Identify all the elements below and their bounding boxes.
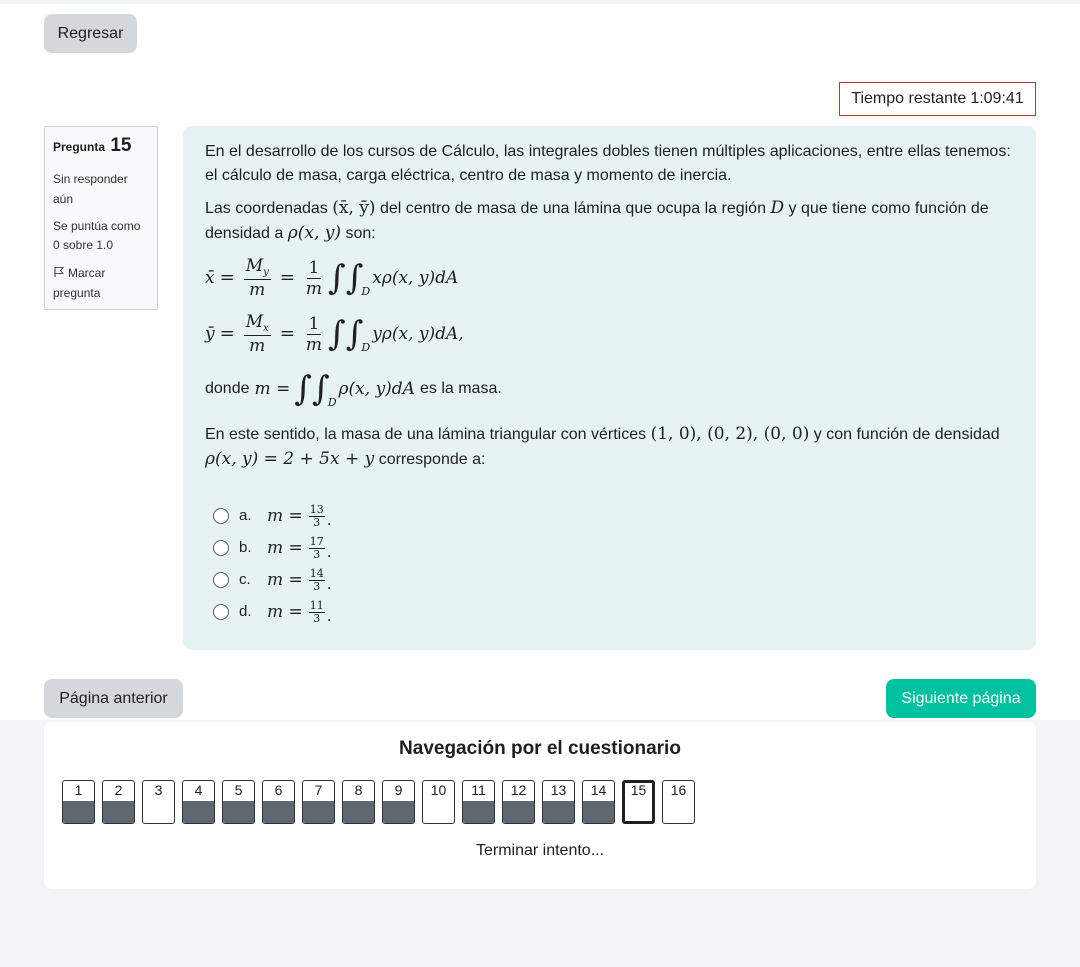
question-coordinates-text xyxy=(205,196,1025,246)
mass-definition xyxy=(205,364,502,414)
quiz-nav-button-label: 8 xyxy=(354,782,363,798)
option-numerator: 17 xyxy=(309,534,324,548)
answer-option-b[interactable]: b. m = $\frac{17}{3}$ . xyxy=(213,532,332,564)
question-number-value: 15 xyxy=(110,135,132,156)
eq1-fraction-one xyxy=(304,258,324,299)
sentido-text-c: corresponde a: xyxy=(378,451,486,468)
finish-attempt-link[interactable]: Terminar intento... xyxy=(475,842,605,859)
option-lhs: m = xyxy=(267,506,303,526)
quiz-navigation-title: Navegación por el cuestionario xyxy=(399,738,681,759)
answered-indicator xyxy=(263,801,294,823)
eq1-region: D xyxy=(361,285,371,298)
quiz-nav-button-label: 14 xyxy=(590,782,607,798)
radio-button[interactable] xyxy=(213,572,229,588)
question-body xyxy=(183,126,1036,650)
eq2-lhs: ȳ xyxy=(205,324,215,344)
donde-integrand: ρ(x, y)dA xyxy=(338,379,415,399)
answered-indicator xyxy=(303,801,334,823)
answered-indicator xyxy=(183,801,214,823)
quiz-nav-button-label: 12 xyxy=(510,782,527,798)
eq1-fraction-moment xyxy=(244,256,271,300)
quiz-nav-button-label: 6 xyxy=(274,782,283,798)
coords-text-a: Las coordenadas xyxy=(205,200,328,217)
quiz-nav-button-5[interactable] xyxy=(222,780,255,824)
option-fraction xyxy=(309,568,325,593)
sentido-text-a: En este sentido, la masa de una lámina triangular con vértices xyxy=(205,426,647,443)
option-lhs: m = xyxy=(267,570,303,590)
quiz-navigation-grid xyxy=(62,780,695,824)
quiz-nav-button-6[interactable] xyxy=(262,780,295,824)
option-fraction xyxy=(309,504,325,529)
option-numerator: 11 xyxy=(309,598,324,612)
quiz-nav-button-label: 4 xyxy=(194,782,203,798)
sentido-vertices: (1, 0), (0, 2), (0, 0) xyxy=(650,424,810,444)
quiz-nav-button-label: 2 xyxy=(114,782,123,798)
quiz-nav-button-12[interactable] xyxy=(502,780,535,824)
option-letter: c. xyxy=(239,571,251,588)
answer-option-c[interactable]: c. m = $\frac{14}{3}$ . xyxy=(213,564,332,596)
double-integral-sign: ∫∫ xyxy=(327,314,364,354)
question-statement xyxy=(205,422,1025,472)
quiz-nav-button-label: 9 xyxy=(394,782,403,798)
answer-option-a[interactable]: a. m = $\frac{13}{3}$ . xyxy=(213,500,332,532)
quiz-nav-button-4[interactable] xyxy=(182,780,215,824)
answered-indicator xyxy=(463,801,494,823)
option-lhs: m = xyxy=(267,602,303,622)
timer-value: 1:09:41 xyxy=(970,90,1024,107)
quiz-nav-button-label: 7 xyxy=(314,782,323,798)
eq1-integrand: xρ(x, y)dA xyxy=(372,268,459,288)
quiz-nav-button-13[interactable] xyxy=(542,780,575,824)
answer-options xyxy=(213,500,332,628)
coords-text-d: son: xyxy=(345,225,376,242)
eq1-num-sub: y xyxy=(263,267,269,278)
flag-icon xyxy=(53,264,65,276)
timer-label: Tiempo restante xyxy=(851,90,967,107)
radio-button[interactable] xyxy=(213,508,229,524)
quiz-nav-button-7[interactable] xyxy=(302,780,335,824)
eq2-one: 1 xyxy=(308,313,320,334)
question-info-panel xyxy=(44,126,158,310)
quiz-nav-button-9[interactable] xyxy=(382,780,415,824)
donde-m: m = xyxy=(254,379,291,399)
eq2-num-sub: x xyxy=(263,323,269,334)
option-denominator: 3 xyxy=(313,579,321,593)
equation-x-bar: x̄ = $\frac{M_y}{m}$ = $\frac{1}{m}$ ∫∫ D xρ(x, y)dA xyxy=(205,250,458,306)
eq1-one: 1 xyxy=(308,257,320,278)
option-numerator: 13 xyxy=(309,502,324,516)
question-grade: Se puntúa como 0 sobre 1.0 xyxy=(53,219,141,252)
eq1-num: M xyxy=(245,256,264,276)
equation-y-bar: ȳ = $\frac{M_x}{m}$ = $\frac{1}{m}$ ∫∫ D yρ(x, y)dA, xyxy=(205,306,464,362)
eq2-den: m xyxy=(249,336,266,356)
flag-question-link[interactable] xyxy=(53,263,149,303)
question-state: Sin responder aún xyxy=(53,172,128,206)
quiz-nav-button-15[interactable] xyxy=(622,780,655,824)
flag-label: Marcar pregunta xyxy=(53,266,106,300)
eq2-den-2: m xyxy=(305,334,322,355)
quiz-nav-button-8[interactable] xyxy=(342,780,375,824)
quiz-nav-button-label: 10 xyxy=(430,782,447,798)
coords-density: ρ(x, y) xyxy=(287,223,342,243)
quiz-nav-button-2[interactable] xyxy=(102,780,135,824)
coords-math: (x̄, ȳ) xyxy=(332,198,376,218)
option-numerator: 14 xyxy=(309,566,324,580)
quiz-nav-button-label: 15 xyxy=(630,782,647,798)
quiz-nav-button-label: 5 xyxy=(234,782,243,798)
eq1-den-2: m xyxy=(305,278,322,299)
option-denominator: 3 xyxy=(313,547,321,561)
answered-indicator xyxy=(543,801,574,823)
answer-option-d[interactable]: d. m = $\frac{11}{3}$ . xyxy=(213,596,332,628)
quiz-nav-button-label: 11 xyxy=(471,782,486,798)
quiz-nav-button-10[interactable] xyxy=(422,780,455,824)
quiz-nav-button-14[interactable] xyxy=(582,780,615,824)
question-intro: En el desarrollo de los cursos de Cálculo, las integrales dobles tienen múltiples aplicaciones, entre ellas tenemos: el cálculo de masa, carga eléctrica, centro de masa y momento de inercia. xyxy=(205,143,1011,184)
eq1-lhs: x̄ xyxy=(205,268,215,288)
coords-text-c: y que tiene como función de densidad a xyxy=(205,200,989,242)
eq2-fraction-moment xyxy=(244,312,271,356)
coords-region: D xyxy=(770,198,785,218)
eq2-fraction-one xyxy=(304,314,324,355)
option-fraction xyxy=(309,536,325,561)
answered-indicator xyxy=(583,801,614,823)
answered-indicator xyxy=(503,801,534,823)
option-denominator: 3 xyxy=(313,515,321,529)
eq1-den: m xyxy=(249,280,266,300)
quiz-nav-button-16[interactable] xyxy=(662,780,695,824)
quiz-nav-button-11[interactable] xyxy=(462,780,495,824)
option-letter: d. xyxy=(239,603,252,620)
previous-page-button[interactable]: Página anterior xyxy=(44,679,183,718)
eq2-num: M xyxy=(245,312,264,332)
timer-box xyxy=(839,82,1036,116)
answered-indicator xyxy=(63,801,94,823)
quiz-nav-button-label: 16 xyxy=(670,782,687,798)
option-fraction xyxy=(309,600,325,625)
eq2-region: D xyxy=(361,341,371,354)
quiz-navigation xyxy=(44,722,1036,889)
quiz-nav-button-label: 1 xyxy=(74,782,83,798)
next-page-button[interactable]: Siguiente página xyxy=(886,679,1036,718)
option-lhs: m = xyxy=(267,538,303,558)
quiz-nav-button-label: 13 xyxy=(550,782,567,798)
question-label: Pregunta xyxy=(53,140,106,154)
donde-text: donde xyxy=(205,380,250,397)
option-denominator: 3 xyxy=(313,611,321,625)
radio-button[interactable] xyxy=(213,604,229,620)
option-letter: a. xyxy=(239,507,252,524)
donde-region: D xyxy=(327,396,337,409)
answered-indicator xyxy=(223,801,254,823)
double-integral-sign: ∫∫ xyxy=(327,258,364,298)
sentido-text-b: y con función de densidad xyxy=(813,426,1000,443)
coords-text-b: del centro de masa de una lámina que ocupa la región xyxy=(379,200,766,217)
quiz-nav-button-label: 3 xyxy=(154,782,163,798)
question-number xyxy=(53,135,149,157)
quiz-nav-button-1[interactable] xyxy=(62,780,95,824)
donde-text-b: es la masa. xyxy=(419,380,502,397)
answered-indicator xyxy=(343,801,374,823)
eq2-integrand: yρ(x, y)dA, xyxy=(372,324,464,344)
radio-button[interactable] xyxy=(213,540,229,556)
back-button[interactable]: Regresar xyxy=(44,14,137,53)
answered-indicator xyxy=(383,801,414,823)
double-integral-sign: ∫∫ xyxy=(294,369,330,409)
answered-indicator xyxy=(103,801,134,823)
sentido-density: ρ(x, y) = 2 + 5x + y xyxy=(205,449,375,469)
quiz-nav-button-3[interactable] xyxy=(142,780,175,824)
option-letter: b. xyxy=(239,539,252,556)
